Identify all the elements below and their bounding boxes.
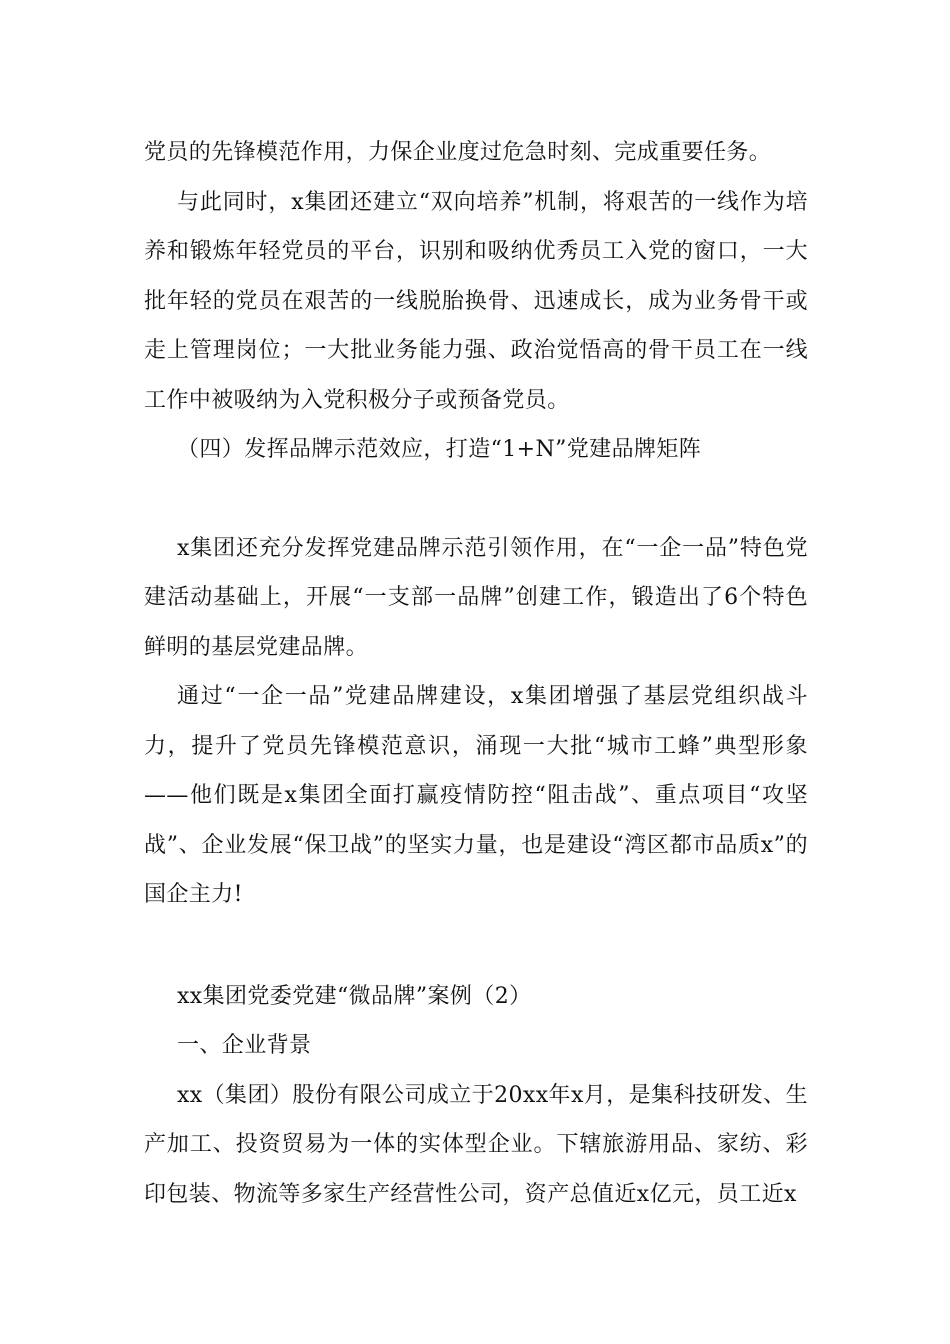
paragraph-brand-results: 通过“一企一品”党建品牌建设，x集团增强了基层党组织战斗力，提升了党员先锋模范意识，涌现一大批“城市工蜂”典型形象——他们既是x集团全面打赢疫情防控“阻击战”、重点项目“攻坚战”、企业发展“保卫战”的坚实力量，也是建设“湾区都市品质x”的国企主力! — [144, 684, 808, 907]
paragraph-continuation: 党员的先锋模范作用，力保企业度过危急时刻、完成重要任务。 — [144, 140, 772, 165]
document-body — [144, 128, 808, 1219]
paragraph-dual-training: 与此同时，x集团还建立“双向培养”机制，将艰苦的一线作为培养和锻炼年轻党员的平台，识别和吸纳优秀员工入党的窗口，一大批年轻的党员在艰苦的一线脱胎换骨、迅速成长，成为业务骨干或走上管理岗位；一大批业务能力强、政治觉悟高的骨干员工在一线工作中被吸纳为入党积极分子或预备党员。 — [144, 189, 808, 413]
case-title: xx集团党委党建“微品牌”案例（2） — [177, 983, 532, 1009]
section-heading-background: 一、企业背景 — [177, 1033, 312, 1058]
section-heading-brand-matrix: （四）发挥品牌示范效应，打造“1+N”党建品牌矩阵 — [177, 437, 702, 462]
blank-line — [144, 475, 808, 524]
paragraph-brand-demonstration: x集团还充分发挥党建品牌示范引领作用，在“一企一品”特色党建活动基础上，开展“一支部一品牌”创建工作，锻造出了6个特色鲜明的基层党建品牌。 — [144, 535, 808, 660]
paragraph-company-background: xx（集团）股份有限公司成立于20xx年x月，是集科技研发、生产加工、投资贸易为一体的实体型企业。下辖旅游用品、家纺、彩印包装、物流等多家生产经营性公司，资产总值近x亿元，员工近x — [144, 1082, 808, 1207]
blank-line — [144, 920, 808, 972]
